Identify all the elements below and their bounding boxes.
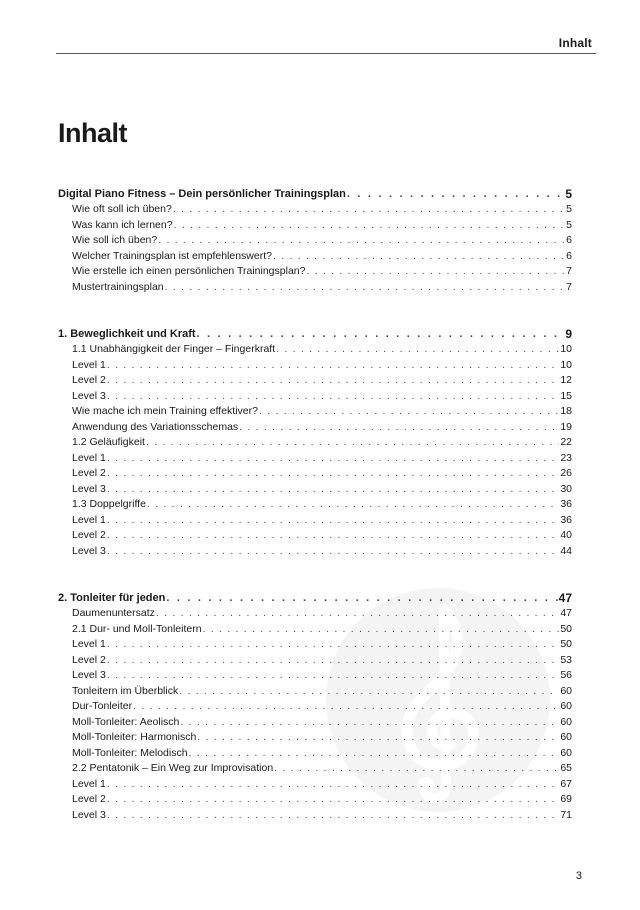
toc-entry-label: Level 1 xyxy=(72,358,106,371)
toc-entry[interactable] xyxy=(58,761,572,777)
toc-entry-page: 60 xyxy=(560,746,572,759)
toc-entry[interactable] xyxy=(58,730,572,746)
toc-entry-page: 71 xyxy=(560,808,572,821)
toc-entry-label: 1.3 Doppelgriffe xyxy=(72,498,146,510)
toc-entry-label: Level 2 xyxy=(72,374,106,386)
dot-leader xyxy=(107,637,559,653)
dot-leader xyxy=(347,187,564,203)
dot-leader xyxy=(156,606,559,622)
toc-entry[interactable] xyxy=(58,622,572,638)
toc-entry[interactable] xyxy=(58,606,572,622)
toc-entry-page: 10 xyxy=(560,358,572,371)
toc-heading-page: 9 xyxy=(565,326,572,341)
toc-entry-label: Level 2 xyxy=(72,793,106,805)
toc-entry-label: Wie mache ich mein Training effektiver? xyxy=(72,405,258,417)
toc-entry-label: Tonleitern im Überblick xyxy=(72,684,179,697)
toc-entry-label: Level 3 xyxy=(72,544,106,557)
toc-entry-page: 15 xyxy=(560,389,572,402)
dot-leader xyxy=(107,482,559,498)
toc-heading-page: 5 xyxy=(565,186,572,201)
toc-entry-label: Anwendung des Variationsschemas xyxy=(72,420,239,433)
toc-entry-label: 2.2 Pentatonik – Ein Weg zur Improvisation xyxy=(72,762,274,774)
toc-entry[interactable] xyxy=(58,808,572,824)
toc-entry-page: 67 xyxy=(560,777,572,790)
toc-entry-page: 7 xyxy=(566,280,572,293)
toc-entry-label: Mustertrainingsplan xyxy=(72,280,164,293)
dot-leader xyxy=(166,591,557,607)
toc-heading-label: 2. Tonleiter für jeden xyxy=(58,591,166,604)
toc-entry[interactable] xyxy=(58,715,572,731)
toc-entry[interactable] xyxy=(58,373,572,389)
dot-leader xyxy=(165,280,566,296)
toc-entry-page: 18 xyxy=(560,405,572,417)
toc-entry[interactable] xyxy=(58,342,572,358)
running-header: Inhalt xyxy=(558,36,592,50)
toc-entry[interactable] xyxy=(58,202,572,218)
toc-entry-page: 12 xyxy=(560,374,572,386)
page-number: 3 xyxy=(575,870,582,882)
toc-entry[interactable] xyxy=(58,792,572,808)
toc-entry[interactable] xyxy=(58,218,572,234)
toc-entry-page: 7 xyxy=(566,265,572,277)
toc-entry-page: 36 xyxy=(560,498,572,510)
toc-entry-page: 53 xyxy=(560,653,572,666)
toc-entry-page: 47 xyxy=(560,607,572,619)
toc-entry-label: Level 3 xyxy=(72,389,106,402)
toc-entry[interactable] xyxy=(58,482,572,498)
toc-entry-label: Level 2 xyxy=(72,529,106,541)
toc-entry[interactable] xyxy=(58,466,572,482)
dot-leader xyxy=(273,249,565,265)
toc-entry[interactable] xyxy=(58,451,572,467)
dot-leader xyxy=(197,327,565,343)
toc-entry[interactable] xyxy=(58,746,572,762)
dot-leader xyxy=(107,808,559,824)
toc-entry-page: 40 xyxy=(560,529,572,541)
toc-entry-label: Level 1 xyxy=(72,777,106,790)
dot-leader xyxy=(107,792,559,808)
toc-entry-label: Moll-Tonleiter: Aeolisch xyxy=(72,715,180,728)
toc-entry[interactable] xyxy=(58,264,572,280)
toc-entry[interactable] xyxy=(58,435,572,451)
dot-leader xyxy=(259,404,559,420)
toc-section-tonleiter-fuer-jeden xyxy=(58,590,572,823)
toc-entry-page: 5 xyxy=(566,203,572,215)
toc-entry[interactable] xyxy=(58,420,572,436)
toc-entry[interactable] xyxy=(58,544,572,560)
toc-heading-label: Digital Piano Fitness – Dein persönlicher Trainingsplan xyxy=(58,187,346,200)
dot-leader xyxy=(173,202,565,218)
toc-entry[interactable] xyxy=(58,404,572,420)
toc-entry-page: 23 xyxy=(560,451,572,464)
page-title: Inhalt xyxy=(58,118,127,148)
toc-entry-page: 10 xyxy=(560,343,572,355)
toc-entry[interactable] xyxy=(58,358,572,374)
dot-leader xyxy=(107,513,559,529)
toc-entry-page: 50 xyxy=(560,622,572,635)
toc-heading-label: 1. Beweglichkeit und Kraft xyxy=(58,327,196,340)
toc-entry[interactable] xyxy=(58,389,572,405)
toc-entry-page: 60 xyxy=(560,715,572,728)
toc-entry[interactable] xyxy=(58,699,572,715)
toc-entry-page: 60 xyxy=(560,731,572,743)
toc-entry[interactable] xyxy=(58,497,572,513)
dot-leader xyxy=(107,373,559,389)
toc-entry-label: Level 3 xyxy=(72,808,106,821)
toc-entry-label: Level 1 xyxy=(72,638,106,650)
dot-leader xyxy=(147,497,559,513)
dot-leader xyxy=(179,684,559,700)
toc-entry-page: 36 xyxy=(560,513,572,526)
toc-entry-label: Level 2 xyxy=(72,653,106,666)
toc-entry-label: Level 3 xyxy=(72,669,106,681)
toc-entry-label: Wie erstelle ich einen persönlichen Trainingsplan? xyxy=(72,265,306,277)
toc-entry-page: 26 xyxy=(560,467,572,479)
toc-entry-page: 22 xyxy=(560,436,572,448)
toc-section-heading[interactable] xyxy=(58,186,572,202)
dot-leader xyxy=(107,528,559,544)
toc-entry-page: 60 xyxy=(560,700,572,712)
dot-leader xyxy=(158,233,565,249)
toc-entry-page: 44 xyxy=(560,544,572,557)
dot-leader xyxy=(239,420,559,436)
toc-entry-page: 56 xyxy=(560,669,572,681)
toc-entry-page: 6 xyxy=(566,249,572,262)
toc-section-heading[interactable] xyxy=(58,326,572,342)
dot-leader xyxy=(107,358,559,374)
toc-entry[interactable] xyxy=(58,637,572,653)
toc-section-heading[interactable] xyxy=(58,590,572,606)
dot-leader xyxy=(107,544,559,560)
toc-entry[interactable] xyxy=(58,513,572,529)
toc-section-digital-piano-fitness xyxy=(58,186,572,295)
toc-entry[interactable] xyxy=(58,280,572,296)
toc-entry-page: 30 xyxy=(560,482,572,495)
toc-entry[interactable] xyxy=(58,684,572,700)
dot-leader xyxy=(107,668,559,684)
toc-entry-page: 69 xyxy=(560,793,572,805)
dot-leader xyxy=(197,730,559,746)
toc-entry-label: Level 1 xyxy=(72,451,106,464)
toc-entry[interactable] xyxy=(58,653,572,669)
toc-entry-page: 19 xyxy=(560,420,572,433)
toc-entry-label: Welcher Trainingsplan ist empfehlenswert? xyxy=(72,249,272,262)
toc-entry[interactable] xyxy=(58,777,572,793)
toc-heading-page: 47 xyxy=(558,590,572,605)
toc-entry-page: 60 xyxy=(560,684,572,697)
toc-entry-page: 6 xyxy=(566,234,572,246)
toc-entry-label: Level 2 xyxy=(72,467,106,479)
toc-entry-label: Wie soll ich üben? xyxy=(72,234,158,246)
toc-entry-label: 1.1 Unabhängigkeit der Finger – Fingerkraft xyxy=(72,343,276,355)
toc-entry[interactable] xyxy=(58,528,572,544)
toc-entry-label: Wie oft soll ich üben? xyxy=(72,203,172,215)
header-rule xyxy=(56,53,596,54)
toc-entry-label: Moll-Tonleiter: Harmonisch xyxy=(72,731,197,743)
dot-leader xyxy=(189,746,560,762)
dot-leader xyxy=(107,653,559,669)
toc-section-beweglichkeit-und-kraft xyxy=(58,326,572,559)
dot-leader xyxy=(107,451,559,467)
toc-entry-label: Dur-Tonleiter xyxy=(72,700,133,712)
toc-entry-page: 5 xyxy=(566,218,572,231)
dot-leader xyxy=(180,715,559,731)
toc-entry[interactable] xyxy=(58,668,572,684)
toc-entry-page: 65 xyxy=(560,762,572,774)
dot-leader xyxy=(274,761,559,777)
dot-leader xyxy=(306,264,565,280)
toc-entry-label: 1.2 Geläufigkeit xyxy=(72,436,145,448)
dot-leader xyxy=(174,218,566,234)
dot-leader xyxy=(107,777,559,793)
dot-leader xyxy=(107,466,559,482)
toc-entry[interactable] xyxy=(58,249,572,265)
toc-entry-label: Level 3 xyxy=(72,482,106,495)
toc-entry-page: 50 xyxy=(560,638,572,650)
toc-entry[interactable] xyxy=(58,233,572,249)
toc-entry-label: Was kann ich lernen? xyxy=(72,218,173,231)
toc-entry-label: Daumenuntersatz xyxy=(72,607,155,619)
dot-leader xyxy=(203,622,560,638)
dot-leader xyxy=(146,435,559,451)
dot-leader xyxy=(276,342,559,358)
dot-leader xyxy=(133,699,559,715)
toc-entry-label: Moll-Tonleiter: Melodisch xyxy=(72,746,188,759)
toc-entry-label: Level 1 xyxy=(72,513,106,526)
toc-entry-label: 2.1 Dur- und Moll-Tonleitern xyxy=(72,622,202,635)
dot-leader xyxy=(107,389,559,405)
